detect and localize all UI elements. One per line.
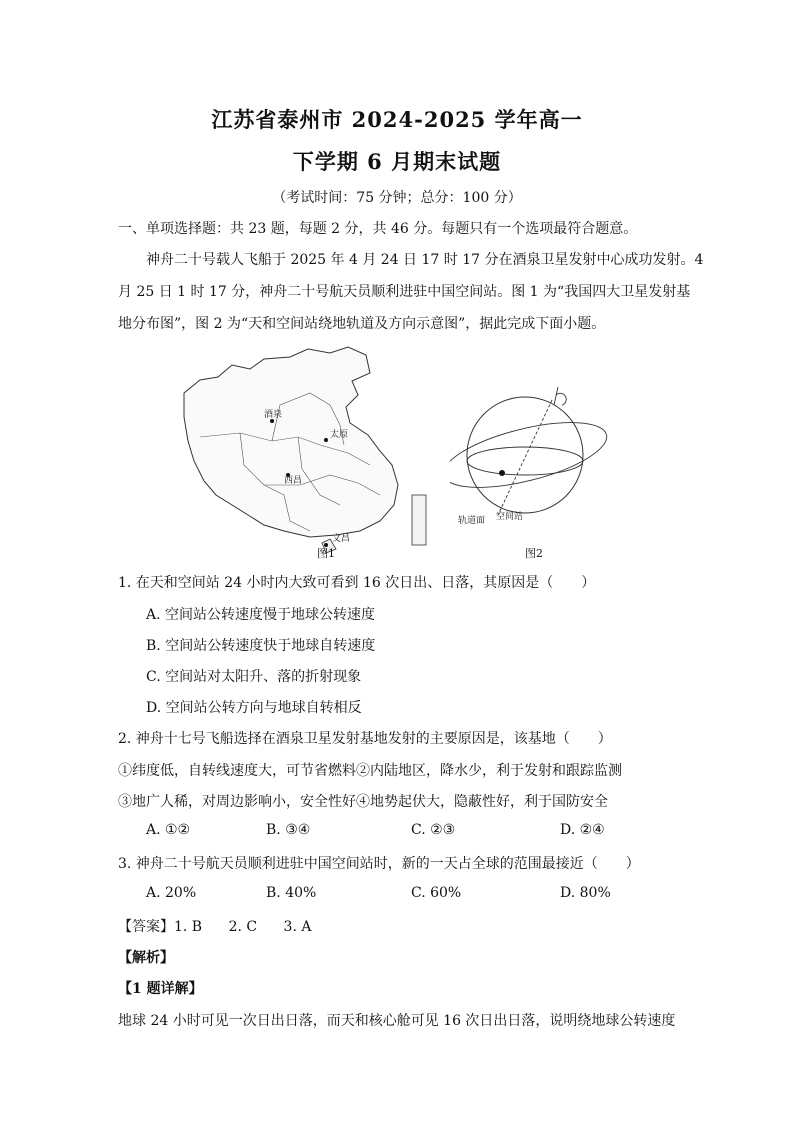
question-1-option-c: C. 空间站对太阳升、落的折射现象	[146, 669, 362, 685]
exam-subtitle: （考试时间：75 分钟；总分：100 分）	[272, 190, 522, 206]
orbit-plane-label: 轨道面	[458, 516, 486, 526]
intro-line-1: 神舟二十号载人飞船于 2025 年 4 月 24 日 17 时 17 分在酒泉卫星发射中心成功发射。4	[146, 252, 704, 268]
question-1-option-d: D. 空间站公转方向与地球自转相反	[146, 700, 362, 716]
china-map-figure	[180, 345, 430, 560]
section-heading: 一、单项选择题：共 23 题，每题 2 分，共 46 分。每题只有一个选项最符合题意。	[118, 221, 638, 237]
intro-line-2: 月 25 日 1 时 17 分，神舟二十号航天员顺利进驻中国空间站。图 1 为“我国四大卫星发射基	[118, 284, 691, 300]
map-label-taiyuan: 太原	[330, 430, 349, 440]
question-2-statements-1: ①纬度低，自转线速度大，可节省燃料②内陆地区，降水少，利于发射和跟踪监测	[118, 763, 622, 779]
question-1-option-a: A. 空间站公转速度慢于地球公转速度	[146, 607, 376, 623]
question-3-stem: 3. 神舟二十号航天员顺利进驻中国空间站时，新的一天占全球的范围最接近（ ）	[118, 856, 640, 872]
question-1-detail-label: 【1 题详解】	[118, 981, 203, 997]
answer-line	[118, 916, 678, 936]
question-2-option-b: B. ③④	[266, 822, 311, 838]
exam-title-line1: 江苏省泰州市 2024-2025 学年高一	[211, 107, 583, 132]
question-3-option-d: D. 80%	[560, 885, 611, 901]
figure-2-caption: 图2	[525, 547, 543, 560]
figure-1-caption: 图1	[317, 547, 335, 560]
question-2-stem: 2. 神舟十七号飞船选择在酒泉卫星发射基地发射的主要原因是，该基地（ ）	[118, 731, 612, 747]
answer-label: 【答案】1. B	[118, 919, 203, 935]
question-2-option-a: A. ①②	[146, 822, 191, 838]
answer-2: 2. C	[228, 919, 258, 935]
space-station-label: 空间站	[496, 512, 524, 522]
question-3-option-b: B. 40%	[266, 885, 317, 901]
question-1-option-b: B. 空间站公转速度快于地球自转速度	[146, 638, 376, 654]
question-2-statements-2: ③地广人稀，对周边影响小，安全性好④地势起伏大，隐蔽性好，利于国防安全	[118, 794, 608, 810]
question-3-option-a: A. 20%	[146, 885, 197, 901]
question-1-stem: 1. 在天和空间站 24 小时内大致可看到 16 次日出、日落，其原因是（ ）	[118, 575, 596, 591]
question-2-option-c: C. ②③	[411, 822, 456, 838]
question-3-option-c: C. 60%	[411, 885, 462, 901]
answer-3: 3. A	[283, 919, 312, 935]
orbit-diagram-figure	[450, 355, 620, 555]
map-label-wenchang: 文昌	[332, 534, 351, 544]
map-label-xichang: 西昌	[284, 476, 303, 486]
analysis-label: 【解析】	[118, 950, 174, 966]
exam-title-line2: 下学期 6 月期末试题	[292, 149, 502, 174]
intro-line-3: 地分布图”，图 2 为“天和空间站绕地轨道及方向示意图”，据此完成下面小题。	[118, 316, 606, 332]
question-2-option-d: D. ②④	[560, 822, 605, 838]
analysis-text: 地球 24 小时可见一次日出日落，而天和核心舱可见 16 次日出日落，说明绕地球公转速度	[118, 1013, 676, 1029]
map-label-jiuquan: 酒泉	[264, 410, 283, 420]
figure-area	[180, 345, 620, 560]
